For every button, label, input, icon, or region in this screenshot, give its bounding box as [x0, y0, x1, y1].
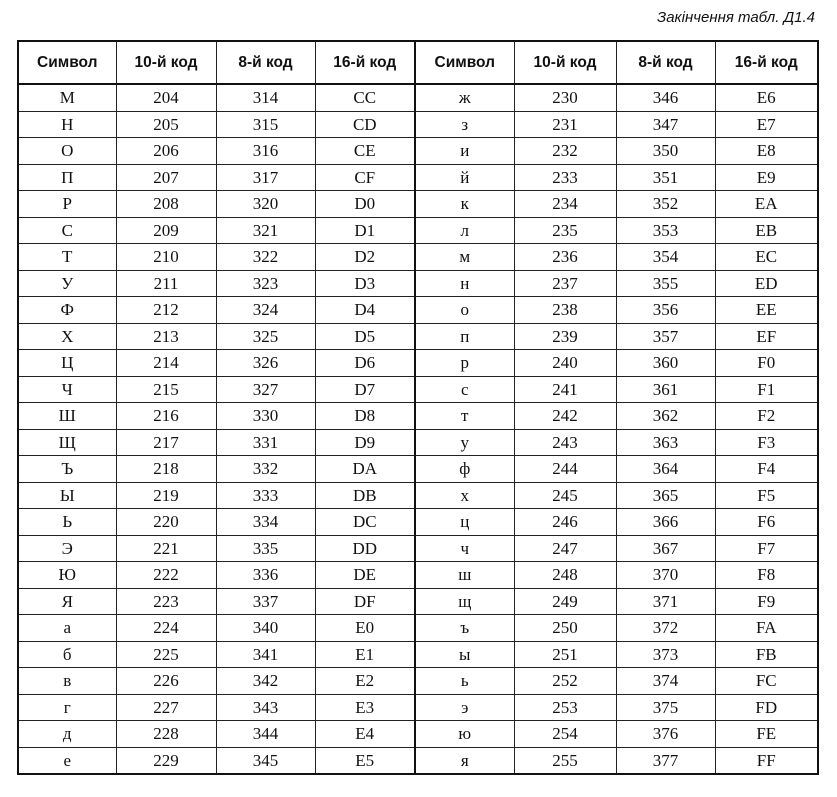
cell-hex-1: D5	[315, 323, 415, 350]
cell-hex-2: EC	[715, 244, 818, 271]
table-row	[18, 217, 818, 244]
cell-hex-2: FF	[715, 747, 818, 774]
cell-symbol-2: с	[415, 376, 514, 403]
cell-oct-2: 356	[616, 297, 715, 324]
cell-oct-2: 364	[616, 456, 715, 483]
cell-symbol-1: П	[18, 164, 116, 191]
cell-hex-2: E9	[715, 164, 818, 191]
cell-dec-2: 249	[514, 588, 616, 615]
cell-symbol-2: ш	[415, 562, 514, 589]
cell-hex-1: DC	[315, 509, 415, 536]
cell-dec-2: 255	[514, 747, 616, 774]
cell-dec-2: 250	[514, 615, 616, 642]
cell-oct-2: 351	[616, 164, 715, 191]
cell-symbol-2: р	[415, 350, 514, 377]
header-dec-1: 10-й код	[116, 41, 216, 84]
cell-symbol-1: Р	[18, 191, 116, 218]
cell-hex-1: CD	[315, 111, 415, 138]
cell-oct-1: 315	[216, 111, 315, 138]
cell-oct-1: 321	[216, 217, 315, 244]
table-row	[18, 429, 818, 456]
cell-hex-1: CE	[315, 138, 415, 165]
cell-hex-1: E1	[315, 641, 415, 668]
cell-hex-1: D4	[315, 297, 415, 324]
cell-symbol-1: О	[18, 138, 116, 165]
cell-oct-1: 331	[216, 429, 315, 456]
cell-symbol-2: ъ	[415, 615, 514, 642]
cell-oct-1: 322	[216, 244, 315, 271]
cell-symbol-1: Ш	[18, 403, 116, 430]
cell-dec-2: 243	[514, 429, 616, 456]
table-caption: Закінчення табл. Д1.4	[657, 9, 815, 26]
cell-dec-2: 232	[514, 138, 616, 165]
cell-dec-1: 221	[116, 535, 216, 562]
cell-hex-2: FB	[715, 641, 818, 668]
cell-oct-2: 372	[616, 615, 715, 642]
cell-oct-2: 346	[616, 84, 715, 111]
cell-oct-1: 343	[216, 694, 315, 721]
cell-symbol-2: щ	[415, 588, 514, 615]
table-row	[18, 84, 818, 111]
table-row	[18, 297, 818, 324]
cell-symbol-1: е	[18, 747, 116, 774]
cell-dec-1: 229	[116, 747, 216, 774]
cell-dec-1: 212	[116, 297, 216, 324]
cell-hex-2: F4	[715, 456, 818, 483]
cell-hex-2: F7	[715, 535, 818, 562]
cell-symbol-2: п	[415, 323, 514, 350]
cell-symbol-1: Ь	[18, 509, 116, 536]
cell-dec-1: 218	[116, 456, 216, 483]
cell-symbol-1: б	[18, 641, 116, 668]
cell-symbol-2: к	[415, 191, 514, 218]
header-oct-2: 8-й код	[616, 41, 715, 84]
cell-symbol-2: з	[415, 111, 514, 138]
cell-oct-1: 345	[216, 747, 315, 774]
table-row	[18, 456, 818, 483]
cell-dec-1: 210	[116, 244, 216, 271]
cell-oct-2: 373	[616, 641, 715, 668]
cell-symbol-2: т	[415, 403, 514, 430]
cell-dec-1: 219	[116, 482, 216, 509]
cell-dec-1: 213	[116, 323, 216, 350]
cell-hex-1: D6	[315, 350, 415, 377]
header-dec-2: 10-й код	[514, 41, 616, 84]
cell-symbol-1: Ф	[18, 297, 116, 324]
cell-dec-1: 214	[116, 350, 216, 377]
cell-dec-2: 247	[514, 535, 616, 562]
cell-symbol-2: ь	[415, 668, 514, 695]
cell-oct-1: 320	[216, 191, 315, 218]
cell-dec-2: 239	[514, 323, 616, 350]
cell-hex-1: D1	[315, 217, 415, 244]
cell-oct-2: 365	[616, 482, 715, 509]
cell-symbol-2: ч	[415, 535, 514, 562]
cell-oct-2: 370	[616, 562, 715, 589]
cell-oct-1: 323	[216, 270, 315, 297]
table-row	[18, 244, 818, 271]
cell-hex-1: D8	[315, 403, 415, 430]
cell-symbol-2: й	[415, 164, 514, 191]
cell-dec-2: 231	[514, 111, 616, 138]
header-symbol-1: Символ	[18, 41, 116, 84]
cell-hex-1: E4	[315, 721, 415, 748]
header-symbol-2: Символ	[415, 41, 514, 84]
cell-oct-2: 352	[616, 191, 715, 218]
cell-symbol-1: Я	[18, 588, 116, 615]
cell-dec-1: 208	[116, 191, 216, 218]
cell-oct-2: 354	[616, 244, 715, 271]
cell-dec-1: 209	[116, 217, 216, 244]
cell-oct-1: 333	[216, 482, 315, 509]
cell-hex-1: DE	[315, 562, 415, 589]
cell-oct-1: 335	[216, 535, 315, 562]
cell-dec-2: 233	[514, 164, 616, 191]
cell-hex-1: E3	[315, 694, 415, 721]
cell-oct-1: 332	[216, 456, 315, 483]
cell-oct-1: 344	[216, 721, 315, 748]
cell-dec-2: 240	[514, 350, 616, 377]
cell-symbol-1: Ц	[18, 350, 116, 377]
cell-hex-1: D9	[315, 429, 415, 456]
table-row	[18, 721, 818, 748]
table-row	[18, 138, 818, 165]
cell-symbol-1: г	[18, 694, 116, 721]
cell-oct-1: 336	[216, 562, 315, 589]
cell-hex-2: EB	[715, 217, 818, 244]
cell-oct-1: 340	[216, 615, 315, 642]
cell-hex-1: D7	[315, 376, 415, 403]
cell-oct-1: 316	[216, 138, 315, 165]
table-row	[18, 350, 818, 377]
table-row	[18, 615, 818, 642]
table-row	[18, 668, 818, 695]
cell-dec-2: 254	[514, 721, 616, 748]
cell-oct-2: 357	[616, 323, 715, 350]
cell-dec-1: 226	[116, 668, 216, 695]
cell-hex-2: F8	[715, 562, 818, 589]
cell-hex-1: D2	[315, 244, 415, 271]
cell-hex-2: FA	[715, 615, 818, 642]
cell-oct-2: 376	[616, 721, 715, 748]
cell-hex-2: E6	[715, 84, 818, 111]
cell-oct-1: 330	[216, 403, 315, 430]
cell-dec-2: 252	[514, 668, 616, 695]
cell-dec-2: 248	[514, 562, 616, 589]
cell-symbol-2: о	[415, 297, 514, 324]
cell-symbol-1: Ю	[18, 562, 116, 589]
cell-dec-2: 246	[514, 509, 616, 536]
header-hex-2: 16-й код	[715, 41, 818, 84]
cell-oct-2: 367	[616, 535, 715, 562]
cell-hex-2: F9	[715, 588, 818, 615]
cell-hex-1: E5	[315, 747, 415, 774]
cell-dec-2: 234	[514, 191, 616, 218]
cell-symbol-1: в	[18, 668, 116, 695]
cell-hex-2: FD	[715, 694, 818, 721]
cell-symbol-2: и	[415, 138, 514, 165]
cell-hex-2: EA	[715, 191, 818, 218]
cell-hex-2: F2	[715, 403, 818, 430]
code-table	[17, 40, 819, 775]
cell-hex-2: E7	[715, 111, 818, 138]
cell-symbol-1: У	[18, 270, 116, 297]
cell-dec-1: 225	[116, 641, 216, 668]
cell-dec-1: 206	[116, 138, 216, 165]
cell-dec-2: 230	[514, 84, 616, 111]
cell-hex-1: DB	[315, 482, 415, 509]
cell-hex-1: E2	[315, 668, 415, 695]
table-row	[18, 111, 818, 138]
cell-dec-1: 216	[116, 403, 216, 430]
cell-hex-1: D3	[315, 270, 415, 297]
cell-oct-2: 375	[616, 694, 715, 721]
cell-oct-2: 363	[616, 429, 715, 456]
cell-dec-1: 220	[116, 509, 216, 536]
cell-symbol-1: Ч	[18, 376, 116, 403]
cell-dec-2: 242	[514, 403, 616, 430]
cell-hex-2: F3	[715, 429, 818, 456]
header-row	[18, 41, 818, 84]
cell-dec-1: 227	[116, 694, 216, 721]
cell-symbol-1: Т	[18, 244, 116, 271]
table-row	[18, 403, 818, 430]
cell-dec-1: 228	[116, 721, 216, 748]
cell-symbol-2: э	[415, 694, 514, 721]
cell-oct-2: 371	[616, 588, 715, 615]
cell-symbol-2: ц	[415, 509, 514, 536]
cell-oct-2: 377	[616, 747, 715, 774]
cell-symbol-2: ф	[415, 456, 514, 483]
cell-oct-1: 317	[216, 164, 315, 191]
cell-symbol-2: х	[415, 482, 514, 509]
cell-symbol-1: а	[18, 615, 116, 642]
table-row	[18, 641, 818, 668]
cell-oct-2: 350	[616, 138, 715, 165]
cell-dec-2: 235	[514, 217, 616, 244]
cell-symbol-1: Ы	[18, 482, 116, 509]
cell-oct-2: 355	[616, 270, 715, 297]
cell-oct-1: 337	[216, 588, 315, 615]
cell-hex-1: DF	[315, 588, 415, 615]
cell-oct-1: 324	[216, 297, 315, 324]
header-oct-1: 8-й код	[216, 41, 315, 84]
cell-dec-2: 251	[514, 641, 616, 668]
table-row	[18, 588, 818, 615]
cell-oct-1: 334	[216, 509, 315, 536]
cell-dec-2: 253	[514, 694, 616, 721]
cell-hex-1: DA	[315, 456, 415, 483]
cell-dec-2: 236	[514, 244, 616, 271]
cell-dec-2: 241	[514, 376, 616, 403]
cell-oct-2: 353	[616, 217, 715, 244]
cell-hex-1: CC	[315, 84, 415, 111]
cell-dec-1: 207	[116, 164, 216, 191]
table-row	[18, 509, 818, 536]
cell-oct-2: 347	[616, 111, 715, 138]
cell-oct-2: 360	[616, 350, 715, 377]
cell-dec-2: 238	[514, 297, 616, 324]
cell-symbol-2: н	[415, 270, 514, 297]
cell-hex-2: EE	[715, 297, 818, 324]
cell-oct-1: 327	[216, 376, 315, 403]
cell-dec-1: 205	[116, 111, 216, 138]
table-row	[18, 164, 818, 191]
table-row	[18, 270, 818, 297]
cell-hex-1: E0	[315, 615, 415, 642]
cell-oct-1: 326	[216, 350, 315, 377]
cell-oct-2: 361	[616, 376, 715, 403]
cell-oct-2: 362	[616, 403, 715, 430]
cell-dec-1: 224	[116, 615, 216, 642]
header-hex-1: 16-й код	[315, 41, 415, 84]
cell-dec-1: 223	[116, 588, 216, 615]
cell-hex-2: F1	[715, 376, 818, 403]
cell-hex-2: F5	[715, 482, 818, 509]
table-row	[18, 562, 818, 589]
cell-symbol-2: ж	[415, 84, 514, 111]
cell-oct-1: 325	[216, 323, 315, 350]
cell-symbol-1: д	[18, 721, 116, 748]
cell-dec-1: 217	[116, 429, 216, 456]
cell-oct-2: 366	[616, 509, 715, 536]
cell-symbol-2: ы	[415, 641, 514, 668]
table-body	[18, 84, 818, 774]
cell-symbol-2: м	[415, 244, 514, 271]
cell-symbol-1: Н	[18, 111, 116, 138]
cell-dec-1: 204	[116, 84, 216, 111]
cell-dec-2: 244	[514, 456, 616, 483]
table-row	[18, 482, 818, 509]
cell-symbol-1: Э	[18, 535, 116, 562]
cell-oct-1: 342	[216, 668, 315, 695]
cell-dec-1: 215	[116, 376, 216, 403]
cell-hex-1: DD	[315, 535, 415, 562]
cell-symbol-2: у	[415, 429, 514, 456]
table-row	[18, 694, 818, 721]
cell-hex-2: FE	[715, 721, 818, 748]
cell-oct-2: 374	[616, 668, 715, 695]
cell-dec-2: 245	[514, 482, 616, 509]
cell-symbol-2: л	[415, 217, 514, 244]
table-row	[18, 191, 818, 218]
cell-symbol-1: Х	[18, 323, 116, 350]
cell-hex-2: EF	[715, 323, 818, 350]
cell-hex-2: F0	[715, 350, 818, 377]
cell-dec-1: 211	[116, 270, 216, 297]
cell-hex-2: ED	[715, 270, 818, 297]
cell-hex-2: FC	[715, 668, 818, 695]
cell-hex-2: E8	[715, 138, 818, 165]
cell-hex-1: D0	[315, 191, 415, 218]
cell-hex-2: F6	[715, 509, 818, 536]
cell-dec-2: 237	[514, 270, 616, 297]
cell-symbol-2: я	[415, 747, 514, 774]
cell-oct-1: 341	[216, 641, 315, 668]
cell-oct-1: 314	[216, 84, 315, 111]
table-row	[18, 376, 818, 403]
cell-symbol-1: С	[18, 217, 116, 244]
cell-symbol-1: Щ	[18, 429, 116, 456]
cell-symbol-1: Ъ	[18, 456, 116, 483]
table-row	[18, 323, 818, 350]
cell-symbol-2: ю	[415, 721, 514, 748]
cell-symbol-1: М	[18, 84, 116, 111]
table-row	[18, 747, 818, 774]
cell-dec-1: 222	[116, 562, 216, 589]
table-row	[18, 535, 818, 562]
cell-hex-1: CF	[315, 164, 415, 191]
